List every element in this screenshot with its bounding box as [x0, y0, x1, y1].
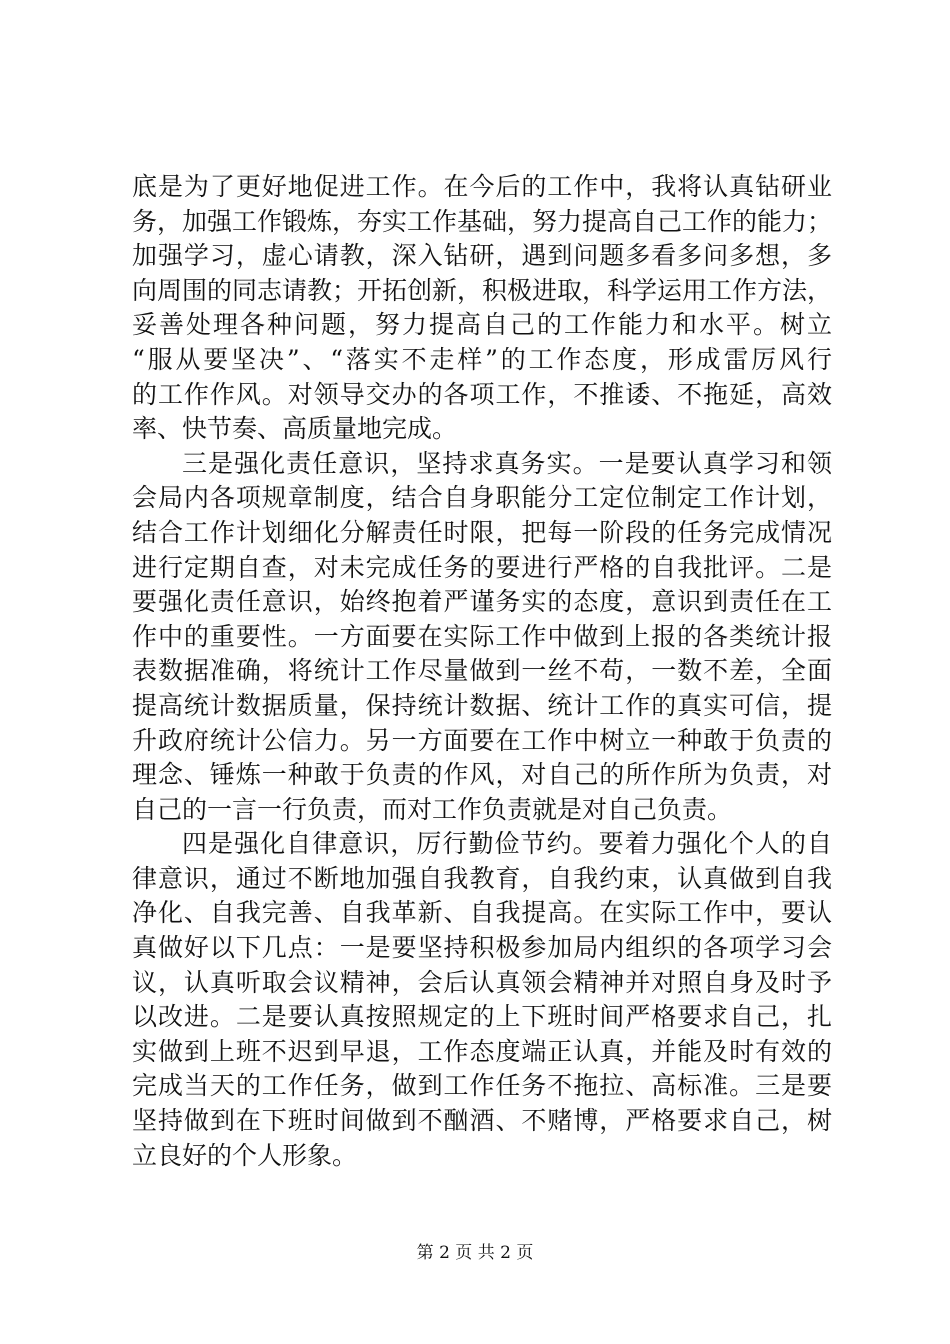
text-line: 坚持做到在下班时间做到不酗酒、不赌博，严格要求自己，树: [132, 1106, 832, 1136]
text-line: 向周围的同志请教；开拓创新，积极进取，科学运用工作方法，: [132, 275, 833, 305]
document-body: [132, 170, 832, 1173]
text-line: 作中的重要性。一方面要在实际工作中做到上报的各类统计报: [132, 621, 832, 651]
text-line: 妥善处理各种问题，努力提高自己的工作能力和水平。树立: [132, 310, 832, 340]
text-line: 完成当天的工作任务，做到工作任务不拖拉、高标准。三是要: [132, 1071, 832, 1101]
text-line: 底是为了更好地促进工作。在今后的工作中，我将认真钻研业: [132, 172, 832, 201]
text-line: 加强学习，虚心请教，深入钻研，遇到问题多看多问多想，多: [132, 241, 832, 271]
text-line: 律意识，通过不断地加强自我教育，自我约束，认真做到自我: [132, 863, 832, 893]
text-line: 自己的一言一行负责，而对工作负责就是对自己负责。: [132, 794, 733, 824]
text-line: 提高统计数据质量，保持统计数据、统计工作的真实可信，提: [132, 690, 832, 720]
text-line: 要强化责任意识，始终抱着严谨务实的态度，意识到责任在工: [132, 587, 832, 617]
text-line: 三是强化责任意识，坚持求真务实。一是要认真学习和领: [182, 448, 832, 478]
text-line: 进行定期自查，对未完成任务的要进行严格的自我批评。二是: [132, 552, 832, 582]
text-line: 的工作作风。对领导交办的各项工作，不推诿、不拖延，高效: [132, 379, 832, 409]
paragraph-continuation: [132, 170, 832, 447]
text-line: 升政府统计公信力。另一方面要在工作中树立一种敢于负责的: [132, 725, 832, 755]
text-line: “服从要坚决”、“落实不走样”的工作态度，形成雷厉风行: [132, 344, 832, 374]
text-line: 以改进。二是要认真按照规定的上下班时间严格要求自己，扎: [132, 1002, 832, 1032]
paragraph-responsibility: [132, 447, 832, 828]
page-footer: [0, 1241, 950, 1265]
text-line: 净化、自我完善、自我革新、自我提高。在实际工作中，要认: [132, 898, 832, 928]
text-line: 理念、锤炼一种敢于负责的作风，对自己的所作所为负责，对: [132, 760, 832, 790]
text-line: 表数据准确，将统计工作尽量做到一丝不苟，一数不差，全面: [132, 656, 832, 686]
text-line: 务，加强工作锻炼，夯实工作基础，努力提高自己工作的能力；: [132, 206, 833, 236]
text-line: 率、快节奏、高质量地完成。: [132, 414, 458, 444]
page-number-label: 第 2 页 共 2 页: [416, 1243, 534, 1263]
text-line: 会局内各项规章制度，结合自身职能分工定位制定工作计划，: [132, 483, 832, 513]
paragraph-self-discipline: [132, 827, 832, 1173]
text-line: 实做到上班不迟到早退，工作态度端正认真，并能及时有效的: [132, 1036, 832, 1066]
text-line: 真做好以下几点：一是要坚持积极参加局内组织的各项学习会: [132, 933, 832, 963]
text-line: 议，认真听取会议精神，会后认真领会精神并对照自身及时予: [132, 967, 832, 997]
text-line: 结合工作计划细化分解责任时限，把每一阶段的任务完成情况: [132, 517, 832, 547]
text-line: 四是强化自律意识，厉行勤俭节约。要着力强化个人的自: [182, 829, 832, 859]
text-line: 立良好的个人形象。: [132, 1140, 358, 1170]
